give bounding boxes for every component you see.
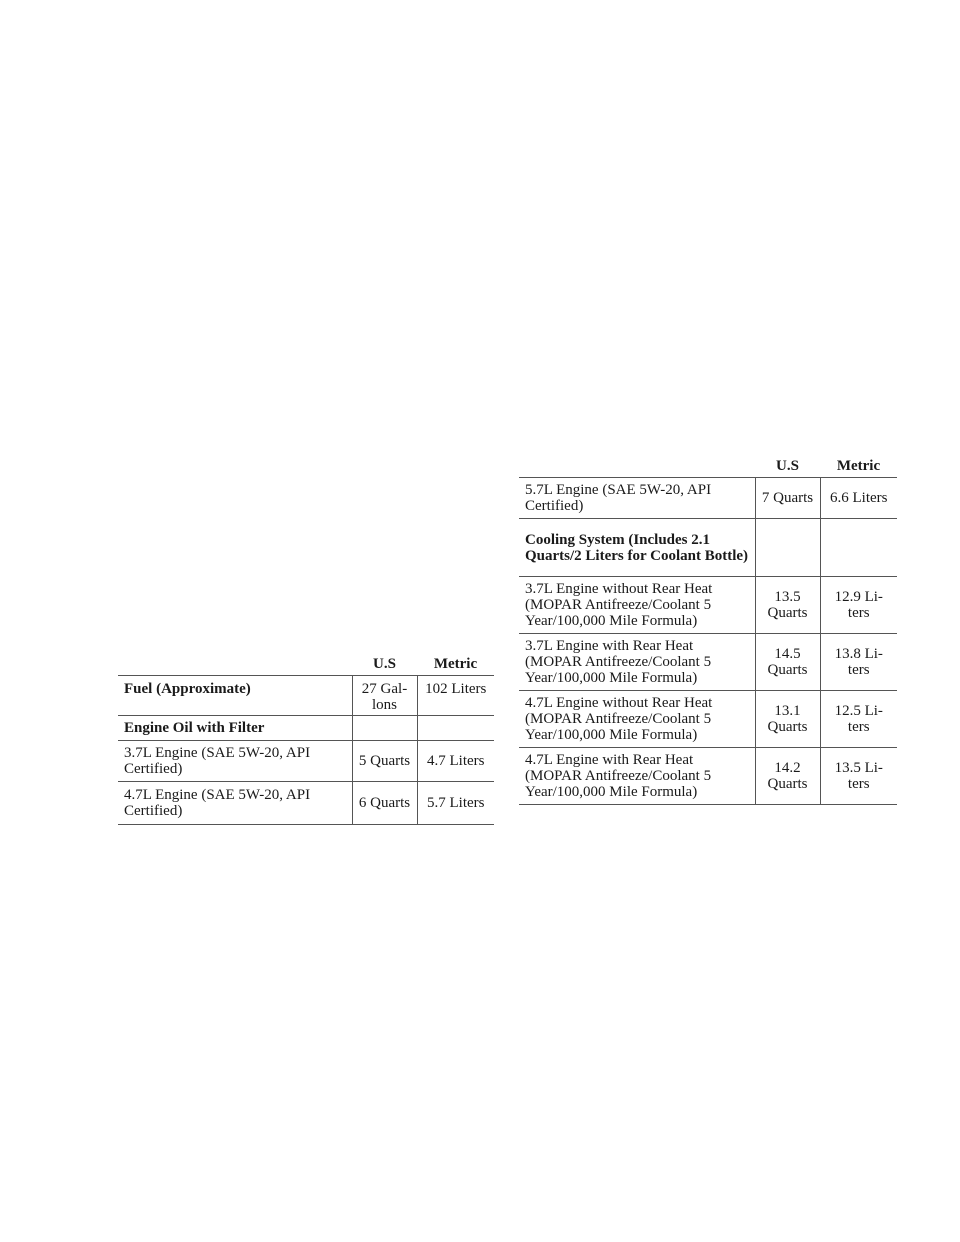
row-us-value: 27 Gal- lons <box>352 676 417 716</box>
row-us-value: 5 Quarts <box>352 741 417 782</box>
table-row <box>519 577 897 634</box>
row-metric-value: 12.9 Li- ters <box>820 577 897 634</box>
row-label: Fuel (Approximate) <box>118 676 352 716</box>
header-label-empty <box>118 656 352 676</box>
row-metric-value: 13.8 Li- ters <box>820 634 897 691</box>
header-us: U.S <box>352 656 417 676</box>
row-us-value: 14.5 Quarts <box>755 634 820 691</box>
row-metric-value <box>417 716 494 741</box>
table-header-row <box>118 656 494 676</box>
header-us: U.S <box>755 458 820 478</box>
row-metric-value: 5.7 Liters <box>417 782 494 825</box>
header-metric: Metric <box>820 458 897 478</box>
table-row <box>118 716 494 741</box>
header-metric: Metric <box>417 656 494 676</box>
row-label: Cooling System (Includes 2.1 Quarts/2 Liters for Coolant Bottle) <box>519 519 755 577</box>
row-metric-value: 102 Liters <box>417 676 494 716</box>
row-us-value: 13.1 Quarts <box>755 691 820 748</box>
row-label: 3.7L Engine (SAE 5W-20, API Certified) <box>118 741 352 782</box>
table-row <box>118 676 494 716</box>
row-label: 3.7L Engine without Rear Heat (MOPAR Antifreeze/Coolant 5 Year/100,000 Mile Formula) <box>519 577 755 634</box>
table-row <box>519 519 897 577</box>
table-row <box>519 748 897 805</box>
row-metric-value <box>820 519 897 577</box>
row-metric-value: 13.5 Li- ters <box>820 748 897 805</box>
row-label: 3.7L Engine with Rear Heat (MOPAR Antifreeze/Coolant 5 Year/100,000 Mile Formula) <box>519 634 755 691</box>
row-us-value <box>755 519 820 577</box>
table-header-row <box>519 458 897 478</box>
row-label: 4.7L Engine (SAE 5W-20, API Certified) <box>118 782 352 825</box>
table-row <box>118 782 494 825</box>
row-label: Engine Oil with Filter <box>118 716 352 741</box>
row-us-value <box>352 716 417 741</box>
row-us-value: 6 Quarts <box>352 782 417 825</box>
table-row <box>519 478 897 519</box>
row-label: 5.7L Engine (SAE 5W-20, API Certified) <box>519 478 755 519</box>
row-metric-value: 6.6 Liters <box>820 478 897 519</box>
table-row <box>118 741 494 782</box>
header-label-empty <box>519 458 755 478</box>
fluid-capacities-table-right <box>519 458 897 805</box>
row-us-value: 14.2 Quarts <box>755 748 820 805</box>
row-metric-value: 4.7 Liters <box>417 741 494 782</box>
fluid-capacities-table-left <box>118 656 494 825</box>
row-metric-value: 12.5 Li- ters <box>820 691 897 748</box>
row-label: 4.7L Engine with Rear Heat (MOPAR Antifreeze/Coolant 5 Year/100,000 Mile Formula) <box>519 748 755 805</box>
row-us-value: 7 Quarts <box>755 478 820 519</box>
row-label: 4.7L Engine without Rear Heat (MOPAR Antifreeze/Coolant 5 Year/100,000 Mile Formula) <box>519 691 755 748</box>
table-row <box>519 634 897 691</box>
table-row <box>519 691 897 748</box>
row-us-value: 13.5 Quarts <box>755 577 820 634</box>
